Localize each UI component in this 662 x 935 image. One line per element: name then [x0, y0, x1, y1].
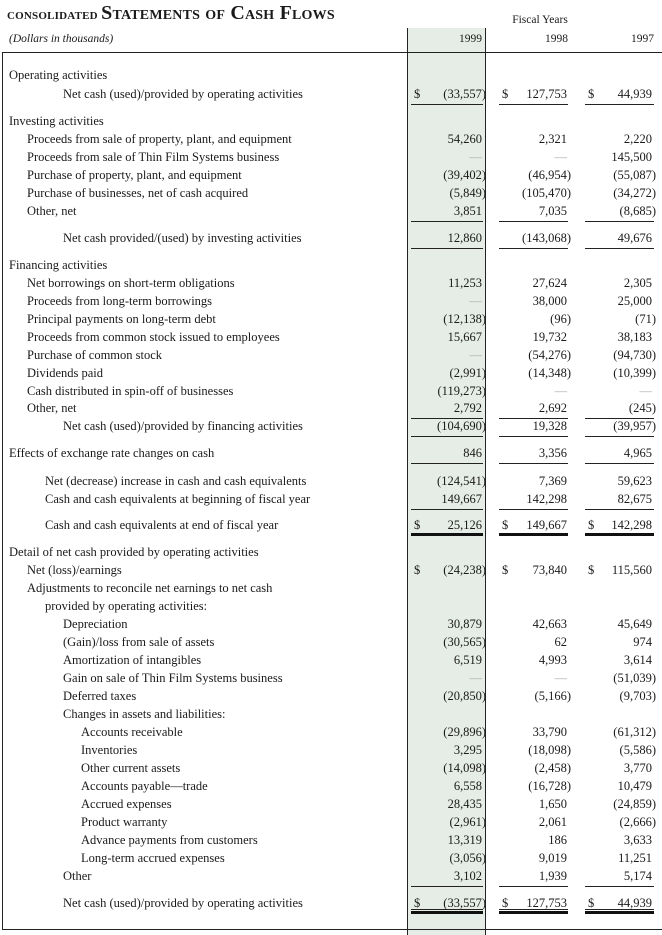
value-1998: — [554, 150, 567, 164]
row-label: Dividends paid [27, 366, 104, 380]
row-label: Other current assets [81, 761, 181, 775]
total-underline [585, 911, 654, 914]
value-1997: (10,399) [613, 366, 656, 380]
total-underline [585, 509, 654, 510]
value-1998: 7,035 [538, 204, 567, 218]
value-1998: 7,369 [538, 474, 567, 488]
currency-symbol: $ [502, 563, 509, 577]
value-1998: 42,663 [532, 617, 567, 631]
row-label: Net (loss)/earnings [27, 563, 122, 577]
statement-row [0, 274, 662, 292]
value-1999: 25,126 [447, 518, 482, 532]
value-1998: 186 [548, 833, 567, 847]
value-1999: 28,435 [447, 797, 482, 811]
value-1999: 3,851 [453, 204, 482, 218]
statement-row [0, 705, 662, 723]
value-underline [411, 909, 483, 910]
total-underline [585, 436, 654, 437]
value-1999: 30,879 [447, 617, 482, 631]
statement-row [0, 723, 662, 741]
value-1997: 115,560 [611, 563, 652, 577]
statement-row [0, 516, 662, 534]
total-underline [585, 886, 654, 887]
value-1997: (2,666) [619, 815, 656, 829]
value-1997: 2,220 [623, 132, 652, 146]
value-1999: 15,667 [447, 330, 482, 344]
statement-row [0, 759, 662, 777]
statement-row [0, 687, 662, 705]
row-label: Net cash (used)/provided by operating activities [63, 896, 303, 910]
value-1999: 149,667 [441, 492, 482, 506]
row-label: Cash and cash equivalents at beginning of fiscal year [45, 492, 311, 506]
value-1998: 38,000 [532, 294, 567, 308]
value-1997: 974 [633, 635, 652, 649]
value-1999: 3,102 [453, 869, 482, 883]
year-header-1999: 1999 [459, 33, 482, 45]
statement-row [0, 490, 662, 508]
currency-symbol: $ [588, 87, 595, 101]
statement-row [0, 399, 662, 417]
statement-row [0, 148, 662, 166]
value-1997: 3,614 [623, 653, 652, 667]
fiscal-years-label: Fiscal Years [512, 14, 568, 26]
row-label: Cash and cash equivalents at end of fiscal year [45, 518, 279, 532]
value-1997: 142,298 [611, 518, 652, 532]
value-1999: (119,273) [437, 384, 486, 398]
value-1999: (12,138) [443, 312, 486, 326]
value-1998: 127,753 [526, 87, 567, 101]
value-1999: (14,098) [443, 761, 486, 775]
value-1999: (30,565) [443, 635, 486, 649]
value-1999: (24,238) [443, 563, 486, 577]
row-label: Depreciation [63, 617, 128, 631]
value-1997: 25,000 [617, 294, 652, 308]
value-1998: 4,993 [538, 653, 567, 667]
value-1998: (54,276) [528, 348, 571, 362]
statement-row [0, 346, 662, 364]
row-label: Net cash provided/(used) by investing activities [63, 231, 302, 245]
row-label: Purchase of businesses, net of cash acquired [27, 186, 249, 200]
currency-symbol: $ [588, 563, 595, 577]
row-label: Operating activities [9, 68, 108, 82]
value-1997: (61,312) [613, 725, 656, 739]
value-1998: 1,650 [538, 797, 567, 811]
total-underline [411, 248, 483, 249]
value-1997: 82,675 [617, 492, 652, 506]
row-label: Financing activities [9, 258, 108, 272]
statement-row [0, 849, 662, 867]
statement-row [0, 382, 662, 400]
value-1997: (245) [628, 401, 656, 415]
statement-row [0, 256, 662, 274]
statement-row [0, 112, 662, 130]
value-1997: 3,633 [623, 833, 652, 847]
total-underline [499, 509, 568, 510]
value-1997: — [639, 384, 652, 398]
statement-row [0, 831, 662, 849]
total-underline [585, 463, 654, 464]
currency-symbol: $ [588, 518, 595, 532]
row-label: Other, net [27, 401, 77, 415]
row-label: Long-term accrued expenses [81, 851, 225, 865]
statement-row [0, 444, 662, 462]
value-1997: 38,183 [617, 330, 652, 344]
statement-row [0, 777, 662, 795]
value-1997: 5,174 [623, 869, 652, 883]
value-1998: 19,732 [532, 330, 567, 344]
total-underline [411, 911, 483, 914]
currency-symbol: $ [502, 896, 509, 910]
value-1997: (71) [635, 312, 656, 326]
statement-row [0, 867, 662, 885]
value-1998: 62 [554, 635, 567, 649]
statement-row [0, 417, 662, 435]
value-1999: 11,253 [448, 276, 482, 290]
total-underline [411, 436, 483, 437]
row-label: provided by operating activities: [45, 599, 208, 613]
value-1999: (20,850) [443, 689, 486, 703]
currency-symbol: $ [588, 896, 595, 910]
total-underline [585, 533, 654, 536]
value-1998: (5,166) [534, 689, 571, 703]
value-1997: (5,586) [619, 743, 656, 757]
row-label: Other, net [27, 204, 77, 218]
value-1999: 2,792 [453, 401, 482, 415]
total-underline [499, 533, 568, 536]
value-1998: 27,624 [532, 276, 567, 290]
value-1997: (55,087) [613, 168, 656, 182]
value-1997: (34,272) [613, 186, 656, 200]
value-1997: 4,965 [623, 446, 652, 460]
value-1999: — [469, 294, 482, 308]
value-underline [499, 909, 568, 910]
value-1998: 73,840 [532, 563, 567, 577]
statement-row [0, 328, 662, 346]
value-1998: 3,356 [538, 446, 567, 460]
value-underline [585, 909, 654, 910]
value-1999: (5,849) [449, 186, 486, 200]
row-label: Amortization of intangibles [63, 653, 202, 667]
row-label: Net borrowings on short-term obligations [27, 276, 235, 290]
statement-row [0, 472, 662, 490]
value-1998: — [554, 384, 567, 398]
statement-row [0, 579, 662, 597]
row-label: Effects of exchange rate changes on cash [9, 446, 215, 460]
value-1998: 19,328 [532, 419, 567, 433]
value-1999: — [469, 150, 482, 164]
value-1998: 1,939 [538, 869, 567, 883]
currency-symbol: $ [414, 896, 421, 910]
value-1997: (9,703) [619, 689, 656, 703]
statement-row [0, 597, 662, 615]
statement-row [0, 85, 662, 103]
page-title [7, 2, 335, 25]
row-label: Detail of net cash provided by operating activities [9, 545, 259, 559]
value-1997: (24,859) [613, 797, 656, 811]
value-1999: 3,295 [453, 743, 482, 757]
row-label: Cash distributed in spin-off of businesses [27, 384, 234, 398]
value-1998: 2,061 [538, 815, 567, 829]
total-underline [411, 886, 483, 887]
row-label: Accounts payable—trade [81, 779, 208, 793]
total-underline [411, 463, 483, 464]
currency-symbol: $ [502, 87, 509, 101]
year-header-1998: 1998 [545, 33, 568, 45]
statement-row [0, 633, 662, 651]
value-1998: 33,790 [532, 725, 567, 739]
row-label: Proceeds from long-term borrowings [27, 294, 213, 308]
total-underline [411, 533, 483, 536]
total-underline [585, 221, 654, 222]
statement-row [0, 669, 662, 687]
statement-row [0, 561, 662, 579]
row-label: Proceeds from sale of property, plant, and equipment [27, 132, 292, 146]
value-1997: (8,685) [619, 204, 656, 218]
row-label: Advance payments from customers [81, 833, 258, 847]
value-1997: 44,939 [617, 896, 652, 910]
row-label: Accrued expenses [81, 797, 172, 811]
total-underline [499, 911, 568, 914]
value-1999: 12,860 [447, 231, 482, 245]
value-1999: (33,557) [443, 896, 486, 910]
value-1998: 149,667 [526, 518, 567, 532]
title-main: Statements of Cash Flows [101, 2, 335, 24]
row-label: Net cash (used)/provided by financing activities [63, 419, 303, 433]
value-1998: (105,470) [522, 186, 571, 200]
statement-row [0, 795, 662, 813]
statement-row [0, 651, 662, 669]
value-1997: 2,305 [623, 276, 652, 290]
row-label: Inventories [81, 743, 138, 757]
value-1999: 846 [463, 446, 482, 460]
value-1998: (18,098) [528, 743, 571, 757]
statement-row [0, 229, 662, 247]
value-1999: (3,056) [449, 851, 486, 865]
statement-row [0, 292, 662, 310]
value-1999: 6,558 [453, 779, 482, 793]
value-1997: (94,730) [613, 348, 656, 362]
total-underline [585, 104, 654, 105]
value-1998: (96) [550, 312, 571, 326]
value-1997: 59,623 [617, 474, 652, 488]
statement-row [0, 543, 662, 561]
value-1998: (14,348) [528, 366, 571, 380]
value-1997: 44,939 [617, 87, 652, 101]
statement-row [0, 813, 662, 831]
value-1998: (46,954) [528, 168, 571, 182]
value-1997: 11,251 [618, 851, 652, 865]
total-underline [499, 463, 568, 464]
statement-row [0, 310, 662, 328]
total-underline [499, 248, 568, 249]
statement-row [0, 202, 662, 220]
value-1997: 3,770 [623, 761, 652, 775]
value-1998: 2,321 [538, 132, 567, 146]
row-label: Product warranty [81, 815, 168, 829]
row-label: Net cash (used)/provided by operating activities [63, 87, 303, 101]
value-1997: 45,649 [617, 617, 652, 631]
value-1998: — [554, 671, 567, 685]
statement-row [0, 130, 662, 148]
row-label: Investing activities [9, 114, 104, 128]
total-underline [411, 221, 483, 222]
value-1999: (33,557) [443, 87, 486, 101]
year-header-1997: 1997 [631, 33, 654, 45]
row-label: (Gain)/loss from sale of assets [63, 635, 215, 649]
value-1998: (16,728) [528, 779, 571, 793]
row-label: Purchase of common stock [27, 348, 163, 362]
row-label: Gain on sale of Thin Film Systems business [63, 671, 283, 685]
total-underline [499, 886, 568, 887]
row-label: Adjustments to reconcile net earnings to net cash [27, 581, 273, 595]
row-label: Proceeds from sale of Thin Film Systems business [27, 150, 280, 164]
value-1998: 127,753 [526, 896, 567, 910]
row-label: Changes in assets and liabilities: [63, 707, 226, 721]
row-label: Principal payments on long-term debt [27, 312, 216, 326]
row-label: Deferred taxes [63, 689, 137, 703]
value-1999: (2,991) [449, 366, 486, 380]
statement-row [0, 615, 662, 633]
value-1999: (29,896) [443, 725, 486, 739]
value-1997: 145,500 [611, 150, 652, 164]
value-1998: (143,068) [522, 231, 571, 245]
value-1997: (51,039) [613, 671, 656, 685]
currency-symbol: $ [414, 518, 421, 532]
value-1998: 9,019 [538, 851, 567, 865]
value-1999: (2,961) [449, 815, 486, 829]
total-underline [499, 221, 568, 222]
value-1999: 6,519 [453, 653, 482, 667]
row-label: Proceeds from common stock issued to employees [27, 330, 280, 344]
total-underline [411, 104, 483, 105]
value-1998: 142,298 [526, 492, 567, 506]
value-1999: 54,260 [447, 132, 482, 146]
row-label: Other [63, 869, 92, 883]
row-label: Net (decrease) increase in cash and cash equivalents [45, 474, 307, 488]
units-note: (Dollars in thousands) [9, 33, 114, 45]
statement-row [0, 364, 662, 382]
value-1997: 49,676 [617, 231, 652, 245]
row-label: Purchase of property, plant, and equipment [27, 168, 242, 182]
statement-row [0, 166, 662, 184]
statement-row [0, 741, 662, 759]
title-prefix: consolidated [7, 7, 98, 23]
statement-row [0, 184, 662, 202]
total-underline [499, 104, 568, 105]
total-underline [411, 509, 483, 510]
row-label: Accounts receivable [81, 725, 183, 739]
total-underline [499, 436, 568, 437]
value-1998: (2,458) [534, 761, 571, 775]
value-1998: 2,692 [538, 401, 567, 415]
currency-symbol: $ [502, 518, 509, 532]
value-1999: — [469, 348, 482, 362]
statement-row [0, 66, 662, 84]
value-1999: (124,541) [437, 474, 486, 488]
currency-symbol: $ [414, 563, 421, 577]
currency-symbol: $ [414, 87, 421, 101]
value-1999: (104,690) [437, 419, 486, 433]
value-1997: (39,957) [613, 419, 656, 433]
value-1999: 13,319 [447, 833, 482, 847]
total-underline [585, 248, 654, 249]
value-1999: — [469, 671, 482, 685]
value-1997: 10,479 [617, 779, 652, 793]
value-1999: (39,402) [443, 168, 486, 182]
